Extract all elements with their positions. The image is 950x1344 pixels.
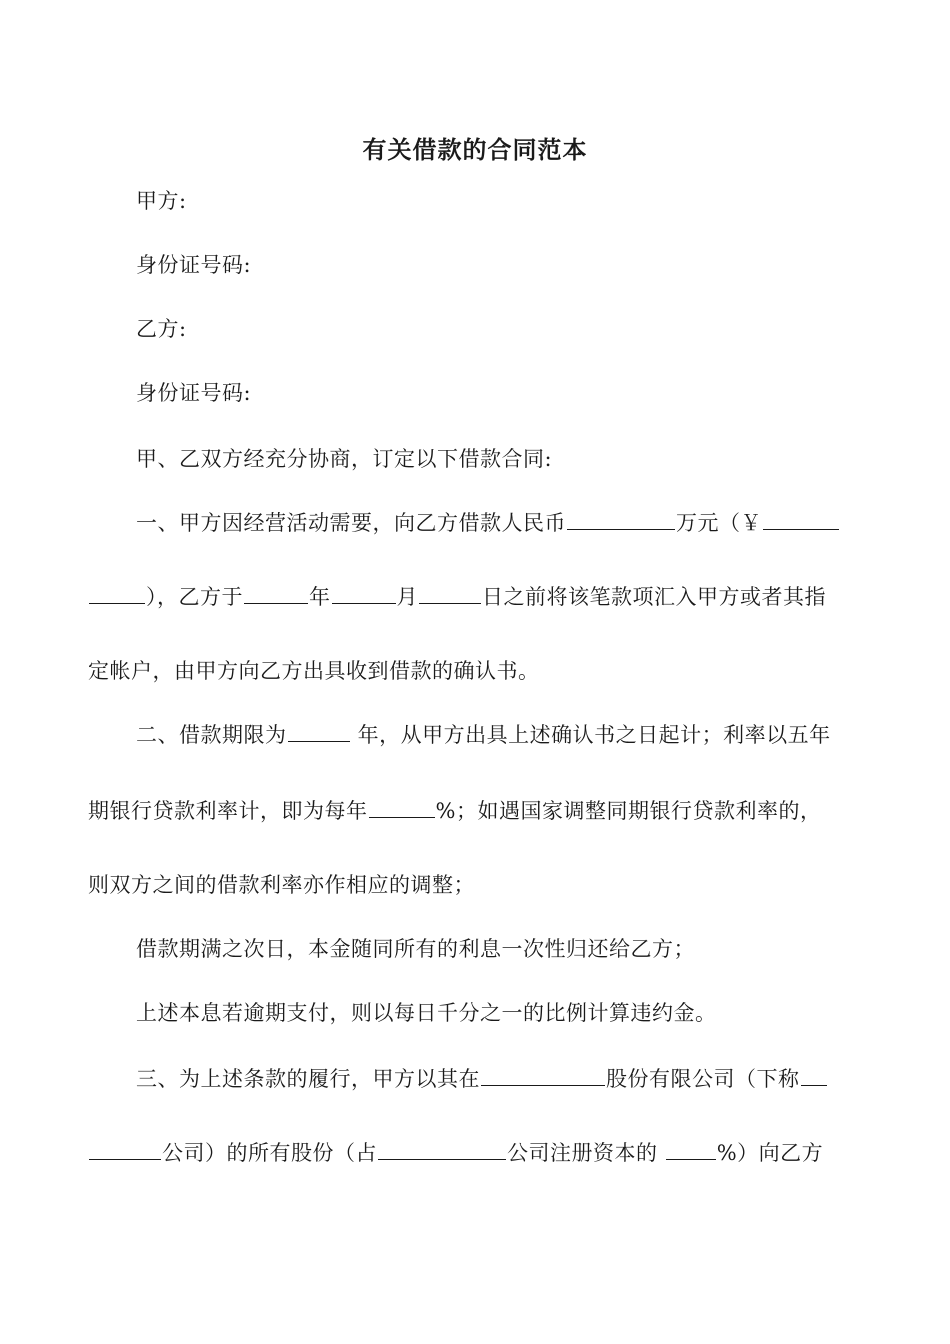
amount-blank[interactable] — [567, 509, 675, 530]
clause2-line1 — [136, 720, 831, 750]
clause1-text: 日之前将该笔款项汇入甲方或者其指 — [482, 585, 826, 609]
intro-paragraph: 甲、乙双方经充分协商，订定以下借款合同: — [136, 447, 553, 471]
clause3-text: 股份有限公司（下称 — [606, 1067, 800, 1091]
clause2-line2 — [88, 796, 821, 826]
clause1-line3: 定帐户，由甲方向乙方出具收到借款的确认书。 — [88, 659, 540, 683]
clause1-text: 一、甲方因经营活动需要，向乙方借款人民币 — [136, 511, 566, 535]
clause1-line1 — [136, 508, 840, 538]
clause1-text: 年 — [309, 585, 331, 609]
clause3-text: 三、为上述条款的履行，甲方以其在 — [136, 1067, 480, 1091]
party-a-id-label: 身份证号码: — [136, 253, 252, 277]
term-years-blank[interactable] — [288, 721, 350, 742]
registered-company-blank[interactable] — [378, 1139, 506, 1160]
clause1-text: 万元（￥ — [676, 511, 762, 535]
company-name-blank[interactable] — [481, 1065, 605, 1086]
party-b-label: 乙方: — [136, 317, 187, 341]
clause3-text: 公司注册资本的 — [507, 1141, 665, 1165]
document-title: 有关借款的合同范本 — [362, 135, 588, 164]
clause2-text: %；如遇国家调整同期银行贷款利率的， — [435, 799, 822, 823]
party-b-id-label: 身份证号码: — [136, 381, 252, 405]
amount-figure-blank[interactable] — [763, 509, 839, 530]
penalty-paragraph: 上述本息若逾期支付，则以每日千分之一的比例计算违约金。 — [136, 1001, 717, 1025]
clause1-line2 — [88, 582, 826, 612]
clause2-text: 二、借款期限为 — [136, 723, 287, 747]
company-short-name-blank[interactable] — [801, 1065, 827, 1086]
clause3-line2 — [88, 1138, 823, 1168]
amount-figure-blank-cont[interactable] — [89, 583, 145, 604]
share-percent-blank[interactable] — [666, 1139, 716, 1160]
clause3-line1 — [136, 1064, 828, 1094]
party-a-label: 甲方: — [136, 189, 187, 213]
interest-rate-blank[interactable] — [369, 797, 435, 818]
day-blank[interactable] — [419, 583, 481, 604]
clause2-line3: 则双方之间的借款利率亦作相应的调整； — [88, 873, 475, 897]
clause3-text: 公司）的所有股份（占 — [162, 1141, 377, 1165]
clause1-text: 月 — [396, 585, 418, 609]
company-short-name-blank-cont[interactable] — [89, 1139, 161, 1160]
repayment-paragraph: 借款期满之次日，本金随同所有的利息一次性归还给乙方； — [136, 937, 695, 961]
clause1-text: ），乙方于 — [146, 585, 243, 609]
year-blank[interactable] — [244, 583, 308, 604]
clause2-text: 期银行贷款利率计，即为每年 — [88, 799, 368, 823]
clause2-text: 年，从甲方出具上述确认书之日起计；利率以五年 — [350, 723, 831, 747]
month-blank[interactable] — [332, 583, 396, 604]
clause3-text: %）向乙方 — [716, 1141, 824, 1165]
